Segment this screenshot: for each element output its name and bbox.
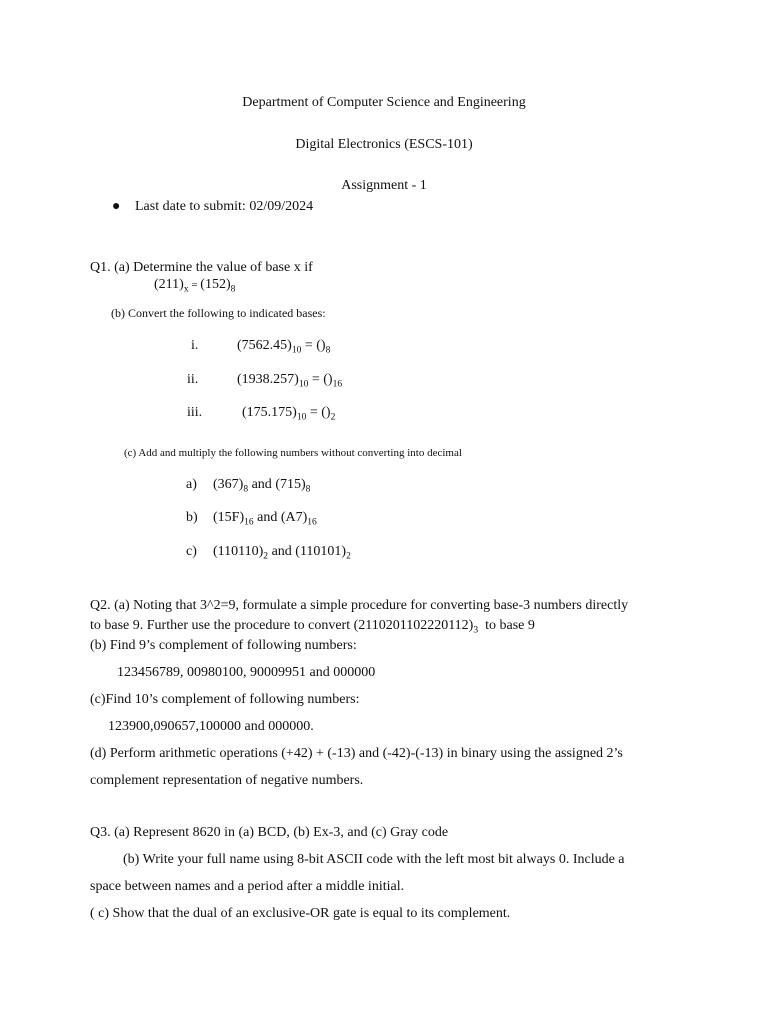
q1c-item-label: b) (186, 510, 198, 525)
q1c-prompt: (c) Add and multiply the following numbers without converting into decimal (124, 447, 462, 459)
q3b-line2: space between names and a period after a middle initial. (90, 879, 405, 894)
q3c-text: ( c) Show that the dual of an exclusive-OR gate is equal to its complement. (90, 906, 511, 921)
q1b-prompt: (b) Convert the following to indicated bases: (111, 306, 326, 320)
q2c-prompt: (c)Find 10’s complement of following numbers: (90, 692, 360, 707)
q2a-line2: to base 9. Further use the procedure to convert $(2110201102220112)_3$ to base 9 (90, 618, 535, 636)
q3a-text: Q3. (a) Represent 8620 in (a) BCD, (b) Ex-3, and (c) Gray code (90, 825, 449, 840)
q1c-item-label: c) (186, 544, 197, 559)
q2a-line1: Q2. (a) Noting that 3^2=9, formulate a simple procedure for converting base-3 numbers directly (90, 598, 629, 613)
q2b-prompt: (b) Find 9’s complement of following numbers: (90, 638, 357, 653)
q2b-numbers: 123456789, 00980100, 90009951 and 000000 (117, 665, 376, 680)
q1b-item-num: ii. (187, 372, 199, 387)
q1b-item-expr: $(7562.45)_{10} = ()_8$ (237, 338, 331, 356)
q1b-item-num: iii. (187, 405, 203, 420)
q3b-line1: (b) Write your full name using 8-bit ASCII code with the left most bit always 0. Include a (123, 852, 625, 867)
q1a-equation: $(211)_x = (152)_8$ (154, 277, 236, 295)
q1b-item-expr: $(175.175)_{10} = ()_2$ (242, 405, 336, 423)
bullet-icon: ● (112, 199, 121, 214)
assignment-title: Assignment - 1 (341, 178, 427, 193)
q1b-item-num: i. (191, 338, 199, 353)
department-title: Department of Computer Science and Engineering (242, 95, 526, 110)
q2d-line1: (d) Perform arithmetic operations (+42) + (-13) and (-42)-(-13) in binary using the assigned 2’s (90, 746, 623, 761)
q1b-item-expr: $(1938.257)_{10} = ()_{16}$ (237, 372, 343, 390)
q1c-item-expr: $(367)_8$ and $(715)_8$ (213, 477, 311, 495)
q2d-line2: complement representation of negative numbers. (90, 773, 364, 788)
course-title: Digital Electronics (ESCS-101) (295, 137, 473, 152)
q2c-numbers: 123900,090657,100000 and 000000. (108, 719, 314, 734)
q1c-item-label: a) (186, 477, 197, 492)
deadline-bullet (112, 199, 120, 215)
deadline-text: Last date to submit: 02/09/2024 (135, 199, 314, 214)
q1c-item-expr: $(15F)_{16}$ and $(A7)_{16}$ (213, 510, 317, 528)
q1c-item-expr: $(110110)_2$ and $(110101)_2$ (213, 544, 351, 562)
q1a-prompt: Q1. (a) Determine the value of base x if (90, 260, 313, 275)
